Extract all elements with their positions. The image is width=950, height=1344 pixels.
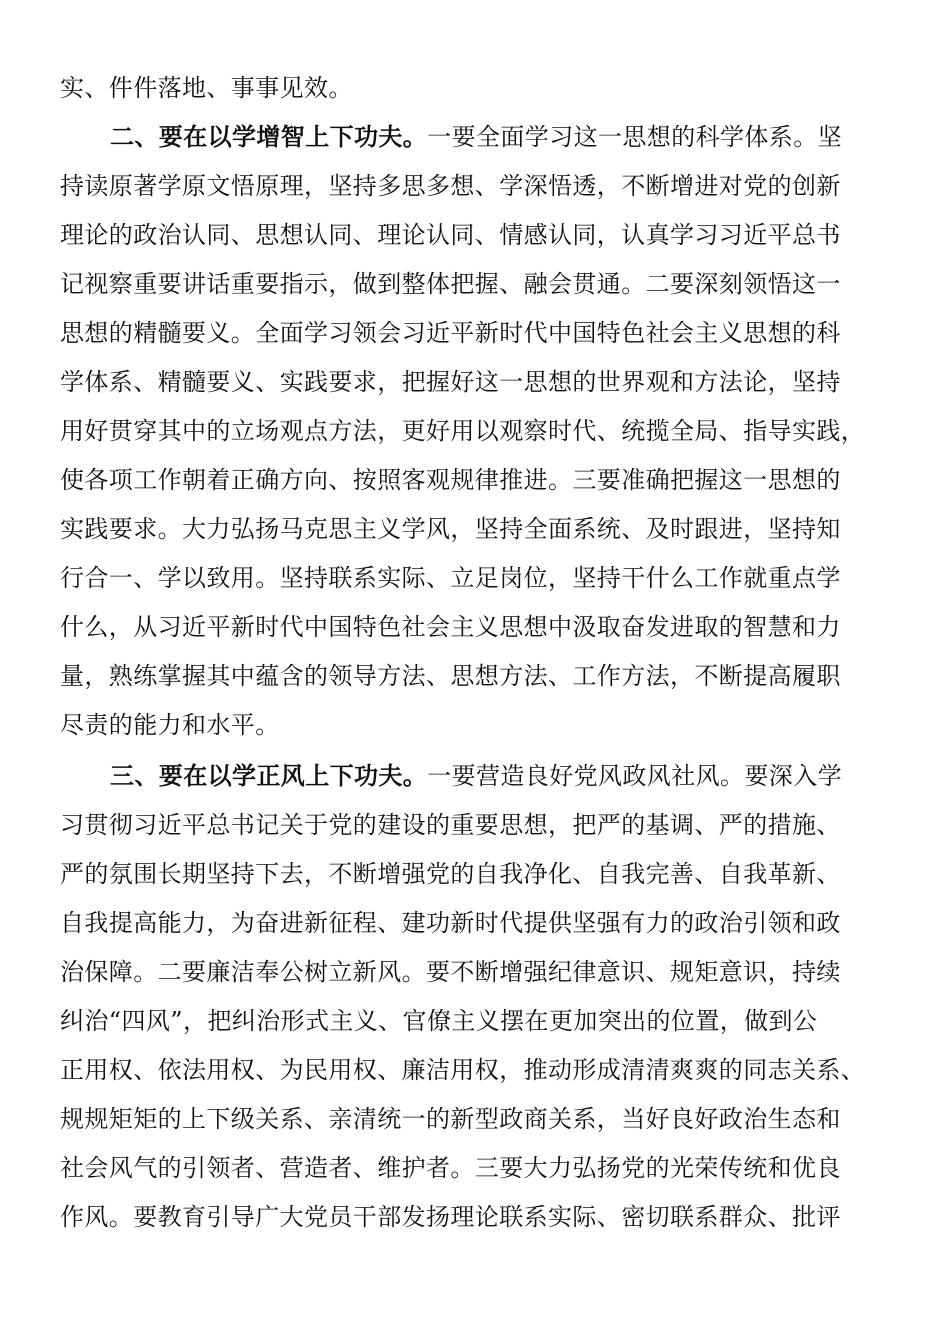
section-2-text: 一要全面学习这一思想的科学体系。坚: [427, 123, 843, 151]
text-line: 尽责的能力和水平。: [60, 711, 280, 739]
text-line: 理论的政治认同、思想认同、理论认同、情感认同，认真学习习近平总书: [60, 221, 841, 249]
section-2-heading: 二、要在以学增智上下功夫。: [110, 123, 428, 151]
text-line: 实践要求。大力弘扬马克思主义学风，坚持全面系统、及时跟进，坚持知: [60, 515, 841, 543]
text-line: 持读原著学原文悟原理，坚持多思多想、学深悟透，不断增进对党的创新: [60, 172, 841, 200]
text-line: 思想的精髓要义。全面学习领会习近平新时代中国特色社会主义思想的科: [60, 319, 841, 347]
text-line: 行合一、学以致用。坚持联系实际、立足岗位，坚持干什么工作就重点学: [60, 564, 841, 592]
text-line: 作风。要教育引导广大党员干部发扬理论联系实际、密切联系群众、批评: [60, 1203, 841, 1231]
text-line: 什么，从习近平新时代中国特色社会主义思想中汲取奋发进取的智慧和力: [60, 613, 841, 641]
text-line: 规规矩矩的上下级关系、亲清统一的新型政商关系，当好良好政治生态和: [60, 1105, 841, 1133]
text-line: 记视察重要讲话重要指示，做到整体把握、融会贯通。二要深刻领悟这一: [60, 270, 841, 298]
section-3-text: 一要营造良好党风政风社风。要深入学: [427, 762, 843, 790]
text-line: 治保障。二要廉洁奉公树立新风。要不断增强纪律意识、规矩意识，持续: [60, 958, 841, 986]
text-line: 社会风气的引领者、营造者、维护者。三要大力弘扬党的光荣传统和优良: [60, 1154, 841, 1182]
text-line: 纠治“四风”，把纠治形式主义、官僚主义摆在更加突出的位置，做到公: [60, 1007, 818, 1035]
text-line: 实、件件落地、事事见效。: [60, 74, 353, 102]
text-line: 用好贯穿其中的立场观点方法，更好用以观察时代、统揽全局、指导实践，: [60, 417, 866, 445]
text-line: 正用权、依法用权、为民用权、廉洁用权，推动形成清清爽爽的同志关系、: [60, 1056, 866, 1084]
section-3-heading: 三、要在以学正风上下功夫。: [110, 762, 428, 790]
text-line: 量，熟练掌握其中蕴含的领导方法、思想方法、工作方法，不断提高履职: [60, 662, 841, 690]
text-line: 严的氛围长期坚持下去，不断增强党的自我净化、自我完善、自我革新、: [60, 860, 841, 888]
text-line: 自我提高能力，为奋进新征程、建功新时代提供坚强有力的政治引领和政: [60, 909, 841, 937]
text-line: 使各项工作朝着正确方向、按照客观规律推进。三要准确把握这一思想的: [60, 466, 841, 494]
paragraph-2-first-line: [110, 117, 842, 157]
text-line: 学体系、精髓要义、实践要求，把握好这一思想的世界观和方法论，坚持: [60, 368, 841, 396]
paragraph-3-first-line: [110, 756, 842, 796]
text-line: 习贯彻习近平总书记关于党的建设的重要思想，把严的基调、严的措施、: [60, 811, 841, 839]
